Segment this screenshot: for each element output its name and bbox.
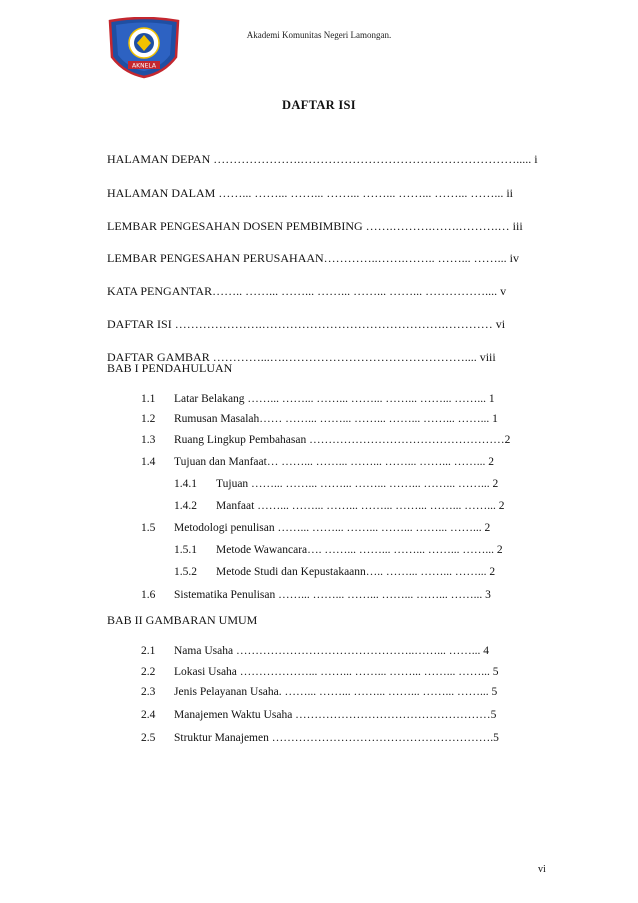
- running-header: Akademi Komunitas Negeri Lamongan.: [246, 30, 392, 40]
- toc-entry: HALAMAN DEPAN ………………….………………………………………………..... i: [107, 152, 538, 166]
- section-label: Struktur Manajemen ………………………………………………….5: [174, 732, 499, 744]
- section-label: Manajemen Waktu Usaha ……………………………………………5: [174, 709, 497, 721]
- section-label: Jenis Pelayanan Usaha. ……... ……... ……... ……... ……... ……... 5: [174, 686, 498, 698]
- section-label: Manfaat ……... ……... ……... ……... ……... ……... ……... 2: [216, 500, 505, 512]
- toc-entry: DAFTAR ISI ………………….……………………………………….………… vi: [107, 317, 506, 331]
- section-number: 2.1: [141, 645, 156, 657]
- section-number: 1.4: [141, 456, 156, 468]
- section-number: 2.2: [141, 666, 156, 678]
- institution-logo: [104, 17, 184, 79]
- section-label: Latar Belakang ……... ……... ……... ……... ……... ……... ……... 1: [174, 393, 495, 405]
- page-number: vi: [538, 864, 546, 875]
- section-label: Sistematika Penulisan ……... ……... ……... ……... ……... ……... 3: [174, 589, 491, 601]
- toc-entry: KATA PENGANTAR…….. ……... ……... ……... ……... ……... …………….... v: [107, 284, 507, 298]
- section-number: 1.5.2: [174, 566, 197, 578]
- toc-entry: DAFTAR GAMBAR …………...….……………………………………….... viii: [107, 350, 496, 364]
- section-label: Ruang Lingkup Pembahasan ……………………………………………2: [174, 434, 511, 446]
- section-label: Metode Wawancara…. ……... ……... ……... ……... ……... 2: [216, 544, 503, 556]
- section-label: Tujuan ……... ……... ……... ……... ……... ……... ……... 2: [216, 478, 499, 490]
- section-number: 1.5: [141, 522, 156, 534]
- section-number: 1.5.1: [174, 544, 197, 556]
- chapter-heading: BAB II GAMBARAN UMUM: [107, 613, 258, 627]
- toc-entry: LEMBAR PENGESAHAN DOSEN PEMBIMBING …….……….…….……….… iii: [107, 219, 523, 233]
- section-number: 1.1: [141, 393, 156, 405]
- section-number: 2.4: [141, 709, 156, 721]
- section-number: 1.3: [141, 434, 156, 446]
- section-label: Metodologi penulisan ……... ……... ……... ……... ……... ……... 2: [174, 522, 491, 534]
- section-label: Rumusan Masalah…… ……... ……... ……... ……... ……... ……... 1: [174, 413, 498, 425]
- logo-text: AKNELA: [132, 62, 156, 70]
- section-label: Metode Studi dan Kepustakaann….. ……... ……... ……... 2: [216, 566, 496, 578]
- toc-entry: LEMBAR PENGESAHAN PERUSAHAAN…………..…….…….. ……... ……... iv: [107, 251, 520, 265]
- section-number: 1.6: [141, 589, 156, 601]
- section-number: 1.4.2: [174, 500, 197, 512]
- page-title: DAFTAR ISI: [282, 98, 356, 112]
- section-label: Lokasi Usaha ………………... ……... ……... ……... ……... ……... 5: [174, 666, 499, 678]
- toc-entry: HALAMAN DALAM ……... ……... ……... ……... ……... ……... ……... ……... ii: [107, 186, 513, 200]
- section-number: 1.4.1: [174, 478, 197, 490]
- section-number: 2.5: [141, 732, 156, 744]
- section-number: 2.3: [141, 686, 156, 698]
- chapter-heading: BAB I PENDAHULUAN: [107, 361, 233, 375]
- section-number: 1.2: [141, 413, 156, 425]
- section-label: Nama Usaha ………………………………………..……... ……... 4: [174, 645, 489, 657]
- section-label: Tujuan dan Manfaat… ……... ……... ……... ……... ……... ……... 2: [174, 456, 494, 468]
